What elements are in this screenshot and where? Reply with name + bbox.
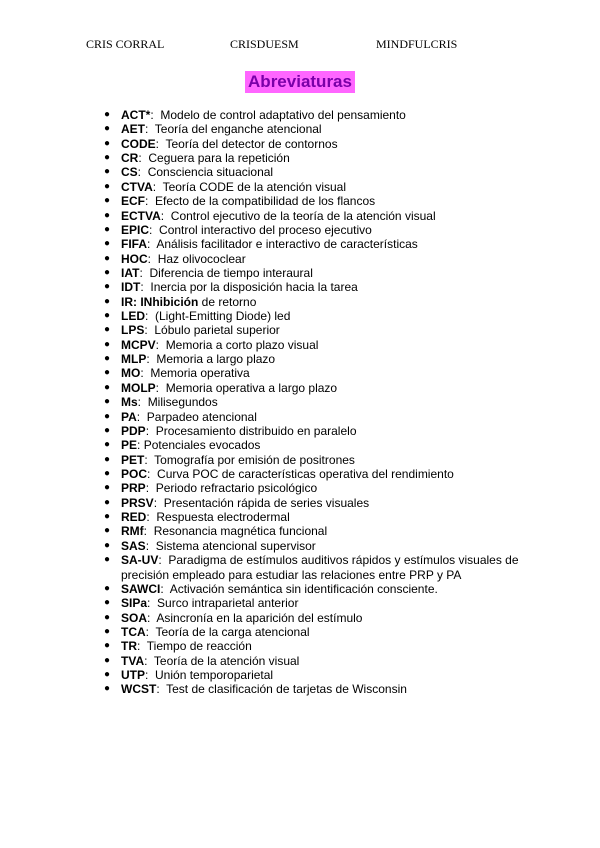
header-right: MINDFULCRIS bbox=[376, 37, 458, 51]
bullet-icon: ● bbox=[104, 496, 111, 508]
abbreviation-description: Teoría del enganche atencional bbox=[154, 122, 322, 137]
bullet-icon: ● bbox=[104, 554, 111, 566]
abbreviation-separator: : bbox=[136, 409, 147, 424]
list-item bbox=[102, 165, 522, 179]
list-item bbox=[102, 237, 522, 251]
list-item bbox=[102, 338, 522, 352]
page-title: Abreviaturas bbox=[245, 71, 355, 93]
list-item bbox=[102, 668, 522, 682]
abbreviation-term: FIFA bbox=[121, 237, 147, 252]
abbreviation-separator: : bbox=[144, 323, 155, 338]
list-item bbox=[102, 381, 522, 395]
abbreviation-term: TCA bbox=[121, 624, 146, 639]
abbreviation-separator: : bbox=[145, 668, 156, 683]
bullet-icon: ● bbox=[104, 582, 111, 594]
abbreviation-term: PE bbox=[121, 438, 138, 453]
list-item bbox=[102, 654, 522, 668]
abbreviation-term: AET bbox=[121, 122, 145, 137]
bullet-icon: ● bbox=[104, 396, 111, 408]
abbreviation-description: Parpadeo atencional bbox=[146, 409, 257, 424]
abbreviation-term: MOLP bbox=[121, 380, 156, 395]
abbreviation-description: Asincronía en la aparición del estímulo bbox=[156, 610, 363, 625]
list-item bbox=[102, 280, 522, 294]
bullet-icon: ● bbox=[104, 353, 111, 365]
abbreviation-description: Teoría de la atención visual bbox=[153, 653, 300, 668]
abbreviation-separator: : bbox=[145, 194, 156, 209]
bullet-icon: ● bbox=[104, 381, 111, 393]
abbreviation-separator: : bbox=[152, 179, 163, 194]
page-header bbox=[0, 37, 600, 53]
abbreviation-description: Resonancia magnética funcional bbox=[153, 524, 328, 539]
list-item bbox=[102, 582, 522, 596]
bullet-icon: ● bbox=[104, 640, 111, 652]
abbreviation-separator: : bbox=[150, 108, 161, 122]
bullet-icon: ● bbox=[104, 467, 111, 479]
abbreviation-term: UTP bbox=[121, 668, 145, 683]
abbreviation-description: Tomografía por emisión de positrones bbox=[154, 452, 355, 467]
header-left: CRIS CORRAL bbox=[86, 37, 165, 51]
bullet-icon: ● bbox=[104, 137, 111, 149]
abbreviation-separator: : bbox=[158, 553, 169, 568]
abbreviation-term: MLP bbox=[121, 352, 147, 367]
abbreviation-term: IR: INhibición bbox=[121, 294, 199, 309]
list-item bbox=[102, 467, 522, 481]
abbreviation-separator: : bbox=[147, 237, 157, 252]
list-item bbox=[102, 453, 522, 467]
bullet-icon: ● bbox=[104, 539, 111, 551]
bullet-icon: ● bbox=[104, 482, 111, 494]
abbreviation-separator: : bbox=[144, 653, 154, 668]
list-item bbox=[102, 596, 522, 610]
abbreviation-term: WCST bbox=[121, 682, 157, 697]
abbreviation-description: Inercia por la disposición hacia la tarea bbox=[150, 280, 358, 295]
list-item bbox=[102, 266, 522, 280]
list-item bbox=[102, 366, 522, 380]
list-item bbox=[102, 209, 522, 223]
abbreviation-separator: : bbox=[160, 581, 170, 596]
abbreviation-description: Teoría del detector de contornos bbox=[165, 136, 338, 151]
abbreviation-separator: : bbox=[145, 423, 156, 438]
abbreviation-description: Teoría de la carga atencional bbox=[155, 624, 310, 639]
abbreviation-description: Potenciales evocados bbox=[143, 438, 261, 453]
abbreviation-separator: : bbox=[147, 466, 158, 481]
abbreviation-separator: : bbox=[145, 538, 156, 553]
abbreviation-term: SIPa bbox=[121, 596, 148, 611]
list-item bbox=[102, 252, 522, 266]
abbreviation-separator: : bbox=[140, 280, 151, 295]
abbreviation-description: Diferencia de tiempo interaural bbox=[149, 265, 313, 280]
list-item bbox=[102, 639, 522, 653]
abbreviation-separator: : bbox=[160, 208, 171, 223]
title-container bbox=[0, 71, 600, 93]
abbreviation-term: ECTVA bbox=[121, 208, 161, 223]
abbreviation-description: Periodo refractario psicológico bbox=[155, 481, 318, 496]
abbreviation-separator: : bbox=[139, 265, 150, 280]
abbreviation-separator: : bbox=[145, 309, 156, 324]
bullet-icon: ● bbox=[104, 166, 111, 178]
abbreviation-separator: : bbox=[155, 136, 166, 151]
abbreviation-term: PRP bbox=[121, 481, 146, 496]
abbreviation-separator: : bbox=[140, 366, 151, 381]
abbreviation-term: TR bbox=[121, 639, 137, 654]
abbreviation-description: Presentación rápida de series visuales bbox=[163, 495, 370, 510]
abbreviation-separator: : bbox=[147, 251, 158, 266]
abbreviation-description: Control interactivo del proceso ejecutivo bbox=[159, 222, 372, 237]
abbreviation-description: Análisis facilitador e interactivo de características bbox=[156, 237, 418, 252]
abbreviation-term: TVA bbox=[121, 653, 145, 668]
abbreviation-description: Curva POC de características operativa del rendimiento bbox=[157, 466, 454, 481]
abbreviation-term: ECF bbox=[121, 194, 145, 209]
abbreviation-separator: : bbox=[155, 337, 166, 352]
bullet-icon: ● bbox=[104, 324, 111, 336]
bullet-icon: ● bbox=[104, 266, 111, 278]
abbreviation-description: Lóbulo parietal superior bbox=[154, 323, 280, 338]
list-item bbox=[102, 122, 522, 136]
abbreviation-term: SA-UV bbox=[121, 553, 159, 568]
abbreviation-term: ACT* bbox=[121, 108, 151, 122]
list-item bbox=[102, 323, 522, 337]
abbreviation-description: Control ejecutivo de la teoría de la atención visual bbox=[170, 208, 436, 223]
abbreviation-separator: : bbox=[153, 495, 164, 510]
list-item bbox=[102, 682, 522, 696]
bullet-icon: ● bbox=[104, 525, 111, 537]
abbreviation-description: Unión temporoparietal bbox=[155, 668, 274, 683]
list-item bbox=[102, 496, 522, 510]
bullet-icon: ● bbox=[104, 424, 111, 436]
abbreviation-term: PRSV bbox=[121, 495, 154, 510]
bullet-icon: ● bbox=[104, 338, 111, 350]
abbreviation-term: MCPV bbox=[121, 337, 156, 352]
abbreviation-description: Milisegundos bbox=[147, 395, 218, 410]
bullet-icon: ● bbox=[104, 180, 111, 192]
abbreviation-separator: : bbox=[156, 682, 167, 697]
abbreviation-term: POC bbox=[121, 466, 148, 481]
abbreviation-description: Modelo de control adaptativo del pensamiento bbox=[160, 108, 406, 122]
bullet-icon: ● bbox=[104, 252, 111, 264]
bullet-icon: ● bbox=[104, 109, 111, 120]
list-item bbox=[102, 625, 522, 639]
bullet-icon: ● bbox=[104, 439, 111, 451]
abbreviation-separator: : bbox=[145, 624, 156, 639]
abbreviation-term: PET bbox=[121, 452, 145, 467]
bullet-icon: ● bbox=[104, 295, 111, 307]
abbreviation-description: Tiempo de reacción bbox=[146, 639, 252, 654]
bullet-icon: ● bbox=[104, 683, 111, 695]
list-item bbox=[102, 438, 522, 452]
bullet-icon: ● bbox=[104, 453, 111, 465]
abbreviation-separator: : bbox=[138, 151, 149, 166]
abbreviation-description: Test de clasificación de tarjetas de Wisconsin bbox=[166, 682, 407, 697]
abbreviation-term: RMf bbox=[121, 524, 144, 539]
abbreviation-separator: : bbox=[137, 438, 144, 453]
list-item bbox=[102, 352, 522, 366]
abbreviation-description: Memoria a corto plazo visual bbox=[165, 337, 319, 352]
abbreviation-term: RED bbox=[121, 510, 147, 525]
abbreviation-list bbox=[102, 108, 522, 697]
list-item bbox=[102, 295, 522, 309]
abbreviation-term: PA bbox=[121, 409, 137, 424]
abbreviation-separator: : bbox=[147, 596, 158, 611]
abbreviation-description: Activación semántica sin identificación consciente. bbox=[169, 581, 438, 596]
list-item bbox=[102, 395, 522, 409]
abbreviation-description: Memoria operativa bbox=[150, 366, 250, 381]
abbreviation-term: PDP bbox=[121, 423, 146, 438]
bullet-icon: ● bbox=[104, 152, 111, 164]
list-item bbox=[102, 180, 522, 194]
abbreviation-description: Consciencia situacional bbox=[147, 165, 274, 180]
list-item bbox=[102, 424, 522, 438]
abbreviation-term: CTVA bbox=[121, 179, 153, 194]
abbreviation-separator: : bbox=[137, 639, 147, 654]
abbreviation-description: Paradigma de estímulos auditivos rápidos y estímulos visuales de precisión empleado para estudiar las relaciones entre PRP y PA bbox=[121, 553, 519, 582]
bullet-icon: ● bbox=[104, 611, 111, 623]
abbreviation-description: Haz olivococlear bbox=[157, 251, 246, 266]
abbreviation-description: Memoria operativa a largo plazo bbox=[165, 380, 338, 395]
list-item bbox=[102, 108, 522, 122]
abbreviation-separator: : bbox=[145, 481, 156, 496]
list-item bbox=[102, 194, 522, 208]
bullet-icon: ● bbox=[104, 281, 111, 293]
bullet-icon: ● bbox=[104, 209, 111, 221]
list-item bbox=[102, 510, 522, 524]
list-item bbox=[102, 151, 522, 165]
abbreviation-term: CODE bbox=[121, 136, 156, 151]
abbreviation-separator: : bbox=[147, 610, 157, 625]
abbreviation-term: IAT bbox=[121, 265, 140, 280]
list-item bbox=[102, 137, 522, 151]
abbreviation-term: IDT bbox=[121, 280, 141, 295]
list-item bbox=[102, 611, 522, 625]
abbreviation-description: Procesamiento distribuido en paralelo bbox=[155, 423, 357, 438]
abbreviation-separator: : bbox=[137, 395, 148, 410]
abbreviation-term: MO bbox=[121, 366, 141, 381]
list-item bbox=[102, 410, 522, 424]
abbreviation-description: Memoria a largo plazo bbox=[156, 352, 276, 367]
abbreviation-term: SAWCI bbox=[121, 581, 161, 596]
abbreviation-separator: : bbox=[155, 380, 166, 395]
abbreviation-separator: : bbox=[145, 122, 155, 137]
bullet-icon: ● bbox=[104, 625, 111, 637]
abbreviation-term: SAS bbox=[121, 538, 146, 553]
list-item bbox=[102, 309, 522, 323]
bullet-icon: ● bbox=[104, 410, 111, 422]
header-center: CRISDUESM bbox=[230, 37, 299, 51]
abbreviation-description: Surco intraparietal anterior bbox=[157, 596, 299, 611]
abbreviation-term: HOC bbox=[121, 251, 148, 266]
bullet-icon: ● bbox=[104, 669, 111, 681]
abbreviation-separator: : bbox=[149, 222, 160, 237]
bullet-icon: ● bbox=[104, 654, 111, 666]
list-item bbox=[102, 524, 522, 538]
abbreviation-term: SOA bbox=[121, 610, 148, 625]
abbreviation-separator: : bbox=[144, 452, 155, 467]
bullet-icon: ● bbox=[104, 123, 111, 135]
abbreviation-separator: : bbox=[146, 352, 157, 367]
list-item bbox=[102, 481, 522, 495]
bullet-icon: ● bbox=[104, 367, 111, 379]
bullet-icon: ● bbox=[104, 310, 111, 322]
list-item bbox=[102, 539, 522, 553]
abbreviation-term: CR bbox=[121, 151, 139, 166]
abbreviation-term: EPIC bbox=[121, 222, 150, 237]
abbreviation-description: (Light-Emitting Diode) led bbox=[155, 309, 291, 324]
abbreviation-term: LED bbox=[121, 309, 145, 324]
bullet-icon: ● bbox=[104, 195, 111, 207]
abbreviation-description: de retorno bbox=[201, 294, 257, 309]
abbreviation-description: Sistema atencional supervisor bbox=[155, 538, 316, 553]
abbreviation-description: Respuesta electrodermal bbox=[156, 510, 290, 525]
abbreviation-term: CS bbox=[121, 165, 138, 180]
abbreviation-term: Ms bbox=[121, 395, 138, 410]
abbreviation-term: LPS bbox=[121, 323, 145, 338]
bullet-icon: ● bbox=[104, 223, 111, 235]
abbreviation-separator: : bbox=[143, 524, 154, 539]
abbreviation-description: Teoría CODE de la atención visual bbox=[162, 179, 347, 194]
bullet-icon: ● bbox=[104, 597, 111, 609]
abbreviation-description: Efecto de la compatibilidad de los flancos bbox=[155, 194, 376, 209]
bullet-icon: ● bbox=[104, 238, 111, 250]
abbreviation-separator: : bbox=[146, 510, 157, 525]
bullet-icon: ● bbox=[104, 511, 111, 523]
list-item bbox=[102, 223, 522, 237]
abbreviation-description: Ceguera para la repetición bbox=[148, 151, 290, 166]
abbreviation-separator: : bbox=[137, 165, 148, 180]
list-item bbox=[102, 553, 522, 582]
